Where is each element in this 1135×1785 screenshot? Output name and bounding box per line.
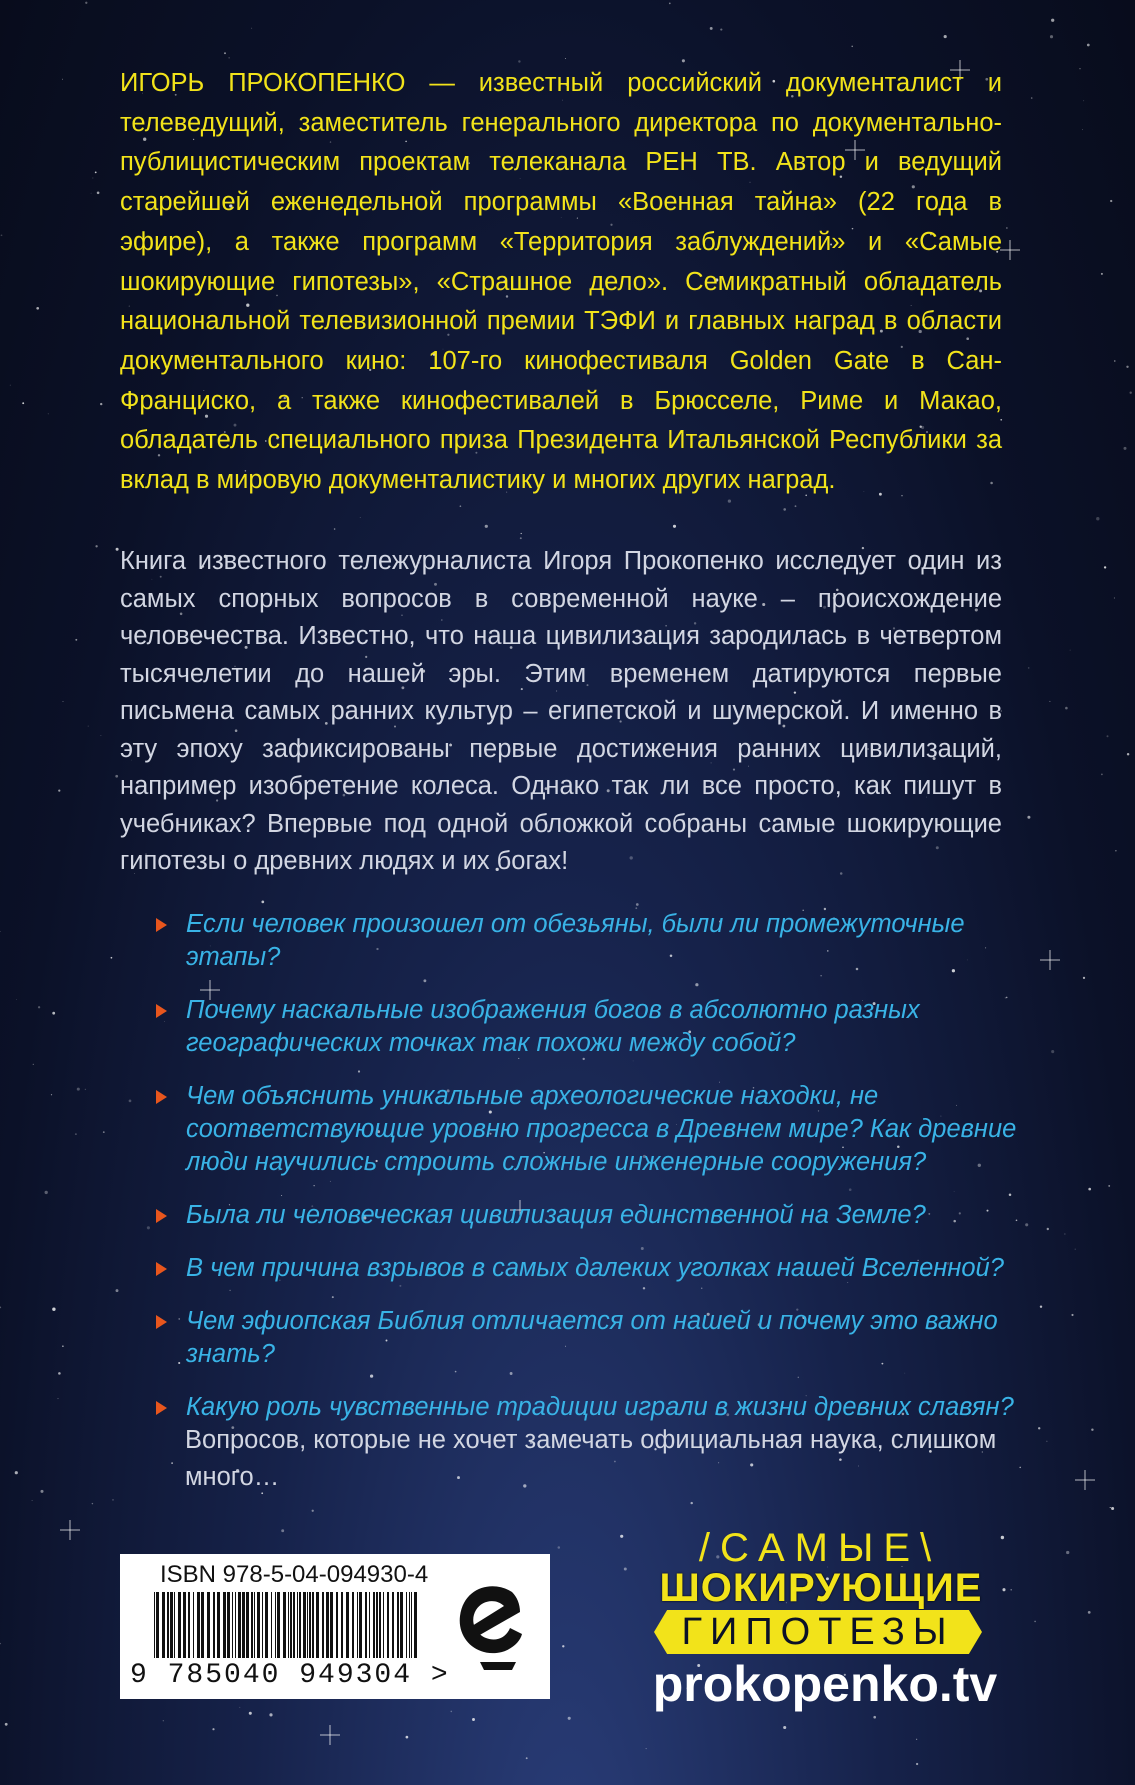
question-item: [148, 1080, 1018, 1179]
question-text: Чем объяснить уникальные археологические находки, не соответствующие уровню прогресса в Древнем мире? Как древние люди научились строить сложные инженерные сооружения?: [186, 1082, 1017, 1176]
star: [95, 172, 97, 174]
sparkle-star: [1040, 950, 1060, 970]
barcode-bar: [376, 1592, 378, 1658]
star: [1034, 1621, 1036, 1623]
star: [92, 1503, 93, 1504]
barcode-bar: [223, 1592, 226, 1658]
question-item: [148, 1391, 1018, 1424]
star: [1110, 1507, 1111, 1508]
star: [1050, 35, 1053, 38]
star: [334, 528, 336, 530]
star: [111, 957, 113, 959]
barcode-bar: [365, 1592, 367, 1658]
barcode-bar: [162, 1592, 165, 1658]
barcode-bar: [242, 1592, 245, 1658]
barcode-bar: [262, 1592, 263, 1658]
star: [636, 903, 639, 906]
sparkle-star: [60, 1520, 80, 1540]
star: [212, 1728, 214, 1730]
question-text: В чем причина взрывов в самых далеких уголках нашей Вселенной?: [186, 1254, 1004, 1282]
barcode-bar: [207, 1592, 210, 1658]
star: [36, 307, 39, 310]
barcode-bar: [406, 1592, 407, 1658]
star: [1070, 650, 1071, 651]
star: [620, 1535, 623, 1538]
star: [58, 1372, 61, 1375]
star: [1087, 44, 1090, 47]
star: [40, 1490, 43, 1493]
star: [52, 1012, 55, 1015]
barcode-bar: [392, 1592, 394, 1658]
barcode-bar: [217, 1592, 220, 1658]
star: [58, 790, 60, 792]
star: [32, 1500, 33, 1501]
barcode-bar: [167, 1592, 169, 1658]
sparkle-star: [1000, 240, 1020, 260]
question-text: Чем эфиопская Библия отличается от нашей и почему это важно знать?: [186, 1307, 998, 1368]
star: [115, 775, 118, 778]
star: [520, 537, 522, 539]
star: [1025, 1223, 1028, 1226]
bullet-triangle-icon: [156, 1262, 167, 1276]
barcode-bar: [379, 1592, 381, 1658]
star: [669, 3, 671, 5]
barcode-bar: [288, 1592, 289, 1658]
star: [916, 1739, 917, 1740]
barcode-bar: [330, 1592, 333, 1658]
star: [251, 28, 252, 29]
barcode-bar: [251, 1592, 253, 1658]
star: [1107, 735, 1109, 737]
star: [75, 639, 77, 641]
star: [1083, 977, 1085, 979]
star: [100, 735, 101, 736]
star: [1101, 273, 1103, 275]
star: [1083, 100, 1084, 101]
star: [1071, 1314, 1073, 1316]
star: [1040, 1305, 1042, 1307]
star: [0, 1307, 1, 1309]
star: [673, 525, 676, 528]
star: [62, 79, 63, 80]
barcode-bar: [197, 1592, 200, 1658]
barcode-bar: [400, 1592, 403, 1658]
star: [1080, 68, 1081, 69]
star: [163, 1720, 164, 1721]
question-item: [148, 1199, 1018, 1232]
barcode-bar: [409, 1592, 410, 1658]
star: [75, 1133, 77, 1135]
star: [1031, 97, 1033, 99]
star: [1, 234, 3, 236]
star: [45, 1191, 48, 1194]
star: [33, 1064, 34, 1065]
star: [521, 533, 522, 534]
star: [261, 901, 264, 904]
star: [1104, 566, 1106, 568]
star: [93, 178, 94, 179]
star: [1028, 667, 1030, 669]
barcode-bar: [170, 1592, 173, 1658]
star: [57, 1398, 58, 1399]
barcode-bar: [326, 1592, 329, 1658]
bullet-triangle-icon: [156, 1401, 167, 1415]
star: [229, 57, 230, 58]
barcode-bar: [257, 1592, 260, 1658]
star: [312, 1510, 314, 1512]
star: [1114, 597, 1115, 598]
barcode-bar: [227, 1592, 230, 1658]
barcode-bar: [154, 1592, 155, 1658]
star: [38, 1006, 40, 1008]
star: [1006, 227, 1007, 228]
barcode-bar: [290, 1592, 292, 1658]
star: [1051, 19, 1054, 22]
star: [1075, 1249, 1076, 1250]
closing-text: Вопросов, которые не хочет замечать официальная наука, слишком много…: [185, 1426, 997, 1491]
star: [485, 525, 488, 528]
star: [944, 35, 947, 38]
star: [1066, 1551, 1069, 1554]
isbn-barcode-panel: [120, 1554, 550, 1699]
star: [1010, 1589, 1012, 1591]
barcode-bar: [235, 1592, 236, 1658]
series-logo-bottom: ГИПОТЕЗЫ: [681, 1611, 955, 1653]
barcode-bar: [238, 1592, 241, 1658]
star: [562, 1645, 564, 1647]
bullet-triangle-icon: [156, 1315, 167, 1329]
star: [916, 1763, 918, 1765]
star: [224, 52, 226, 54]
star: [646, 1748, 647, 1749]
bullet-triangle-icon: [156, 1090, 167, 1104]
barcode-bar: [265, 1592, 268, 1658]
barcode-bar: [309, 1592, 311, 1658]
star: [690, 1502, 692, 1504]
star: [85, 1089, 86, 1090]
star: [269, 1713, 272, 1716]
star: [472, 1718, 475, 1721]
question-text: Почему наскальные изображения богов в абсолютно разных географических точках так похожи между собой?: [186, 996, 920, 1057]
barcode-digits: 9 785040 949304 >: [130, 1660, 450, 1691]
star: [1088, 1188, 1091, 1191]
barcode-bar: [346, 1592, 349, 1658]
star: [1091, 1428, 1093, 1430]
star: [460, 505, 462, 507]
barcode-bar: [312, 1592, 314, 1658]
star: [77, 1088, 80, 1091]
series-logo-main: ШОКИРУЮЩИЕ: [659, 1566, 983, 1610]
barcode-bar: [193, 1592, 194, 1658]
barcode-bar: [201, 1592, 204, 1658]
star: [873, 1716, 876, 1719]
barcode-bar: [322, 1592, 324, 1658]
barcode-bar: [188, 1592, 190, 1658]
website-url: prokopenko.tv: [652, 1656, 998, 1712]
star: [129, 1100, 132, 1103]
question-text: Была ли человеческая цивилизация единственной на Земле?: [186, 1201, 926, 1229]
series-logo-top: /САМЫЕ\: [698, 1526, 942, 1570]
star: [16, 999, 17, 1000]
star: [171, 1462, 173, 1464]
sparkle-star: [320, 1725, 340, 1745]
barcode-bar: [277, 1592, 280, 1658]
star: [1051, 1050, 1054, 1053]
star: [22, 402, 24, 404]
star: [48, 413, 49, 414]
barcode-bar: [411, 1592, 412, 1658]
star: [360, 517, 361, 518]
star: [783, 508, 786, 511]
star: [1046, 1441, 1047, 1442]
barcode-bar: [369, 1592, 370, 1658]
star: [565, 58, 566, 59]
star: [682, 59, 685, 62]
star: [1114, 360, 1115, 361]
star: [1082, 129, 1083, 130]
star: [518, 60, 520, 62]
barcode-bar: [297, 1592, 298, 1658]
question-item: [148, 1305, 1018, 1371]
book-description: Книга известного тележурналиста Игоря Прокопенко исследует один из самых спорных вопросов в современной науке – происхождение человечества. Известно, что наша цивилизация зародилась в четвертом тысячелетии до нашей эры. Этим временем датируются первые письмена самых ранних культур – египетской и шумерской. И именно в эту эпоху зафиксированы первые достижения ранних цивилизаций, например изобретение колеса. Однако так ли все просто, как пишут в учебниках? Впервые под одной обложкой собраны самые шокирующие гипотезы о древних людях и их богах!: [120, 547, 1002, 875]
star: [1111, 1507, 1114, 1510]
star: [1002, 1588, 1005, 1591]
question-item: [148, 1252, 1018, 1285]
star: [1101, 774, 1103, 776]
barcode-bar: [213, 1592, 215, 1658]
barcode-bar: [352, 1592, 354, 1658]
barcode-bar: [174, 1592, 175, 1658]
isbn-label: ISBN 978-5-04-094930-4: [160, 1561, 429, 1588]
star: [1130, 392, 1132, 394]
star: [710, 27, 713, 30]
star: [1108, 1185, 1110, 1187]
star: [624, 1568, 627, 1571]
star: [95, 545, 97, 547]
star: [112, 1499, 113, 1500]
barcode-bar: [387, 1592, 389, 1658]
star: [91, 193, 92, 194]
star: [568, 1717, 571, 1720]
barcode-bar: [397, 1592, 399, 1658]
star: [406, 1736, 409, 1739]
star: [795, 505, 797, 507]
author-bio: ИГОРЬ ПРОКОПЕНКО — известный российский документалист и телеведущий, заместитель генерального директора по документально-публицистическим проектам телеканала РЕН ТВ. Автор и ведущий старейшей еженедельной программы «Военная тайна» (22 года в эфире), а также программ «Территория заблуждений» и «Самые шокирующие гипотезы», «Страшное дело». Семикратный обладатель национальной телевизионной премии ТЭФИ и главных наград в области документального кино: 107-го кинофестиваля Golden Gate в Сан-Франциско, а также кинофестивалей в Брюсселе, Риме и Макао, обладатель специального приза Президента Итальянской Республики за вклад в мировую документалистику и многих других наград.: [120, 69, 1002, 495]
star: [116, 1289, 119, 1292]
question-item: [148, 994, 1018, 1060]
star: [1049, 701, 1050, 702]
star: [63, 701, 64, 702]
barcode-bar: [271, 1592, 272, 1658]
barcode-bar: [299, 1592, 301, 1658]
bullet-triangle-icon: [156, 1004, 167, 1018]
star: [116, 548, 119, 551]
barcode-bar: [183, 1592, 186, 1658]
barcode-bar: [307, 1592, 308, 1658]
star: [558, 1546, 561, 1549]
star: [1096, 517, 1099, 520]
question-item: [148, 908, 1018, 974]
star: [52, 1308, 55, 1311]
star: [51, 1094, 52, 1095]
star: [526, 1757, 528, 1759]
star: [5, 1723, 8, 1726]
barcode-bar: [336, 1592, 338, 1658]
barcode-bar: [414, 1592, 417, 1658]
star: [239, 1707, 240, 1708]
barcode-bar: [254, 1592, 255, 1658]
star: [1110, 200, 1112, 202]
bullet-triangle-icon: [156, 1209, 167, 1223]
star: [720, 29, 722, 31]
star: [88, 726, 89, 727]
barcode-bar: [232, 1592, 233, 1658]
star: [281, 1529, 284, 1532]
star: [1115, 850, 1116, 851]
star: [0, 1643, 1, 1644]
star: [100, 403, 102, 405]
star: [1127, 753, 1129, 755]
star: [450, 1711, 452, 1713]
sparkle-star: [1075, 1470, 1095, 1490]
star: [1027, 816, 1030, 819]
star: [85, 2, 87, 4]
star: [1047, 1228, 1049, 1230]
star: [1038, 1427, 1040, 1429]
star: [15, 1471, 18, 1474]
star: [851, 46, 852, 47]
star: [10, 385, 11, 386]
questions-list: [148, 908, 1018, 1424]
star: [1064, 1233, 1065, 1234]
barcode-bar: [383, 1592, 384, 1658]
star: [97, 191, 100, 194]
barcode-bar: [316, 1592, 319, 1658]
publisher-logo-icon: [450, 1578, 530, 1674]
star: [1065, 707, 1068, 710]
star: [249, 1712, 252, 1715]
star: [1124, 447, 1127, 450]
barcode-bars: [154, 1592, 424, 1658]
star: [62, 1345, 64, 1347]
star: [1126, 366, 1128, 368]
barcode-bar: [359, 1592, 362, 1658]
star: [103, 1131, 105, 1133]
barcode-bar: [293, 1592, 295, 1658]
barcode-bar: [283, 1592, 286, 1658]
bullet-triangle-icon: [156, 918, 167, 932]
series-logo: [640, 1526, 1000, 1653]
barcode-bar: [341, 1592, 343, 1658]
question-text: Если человек произошел от обезьяны, были ли промежуточные этапы?: [186, 910, 965, 971]
barcode-bar: [275, 1592, 276, 1658]
barcode-bar: [373, 1592, 375, 1658]
star: [1001, 1536, 1004, 1539]
star: [783, 1726, 786, 1729]
star: [1088, 1611, 1091, 1614]
barcode-bar: [303, 1592, 306, 1658]
barcode-bar: [156, 1592, 159, 1658]
barcode-bar: [357, 1592, 358, 1658]
barcode-bar: [246, 1592, 249, 1658]
question-text: Какую роль чувственные традиции играли в жизни древних славян?: [186, 1393, 1014, 1421]
star: [1019, 1467, 1021, 1469]
barcode-bar: [178, 1592, 181, 1658]
